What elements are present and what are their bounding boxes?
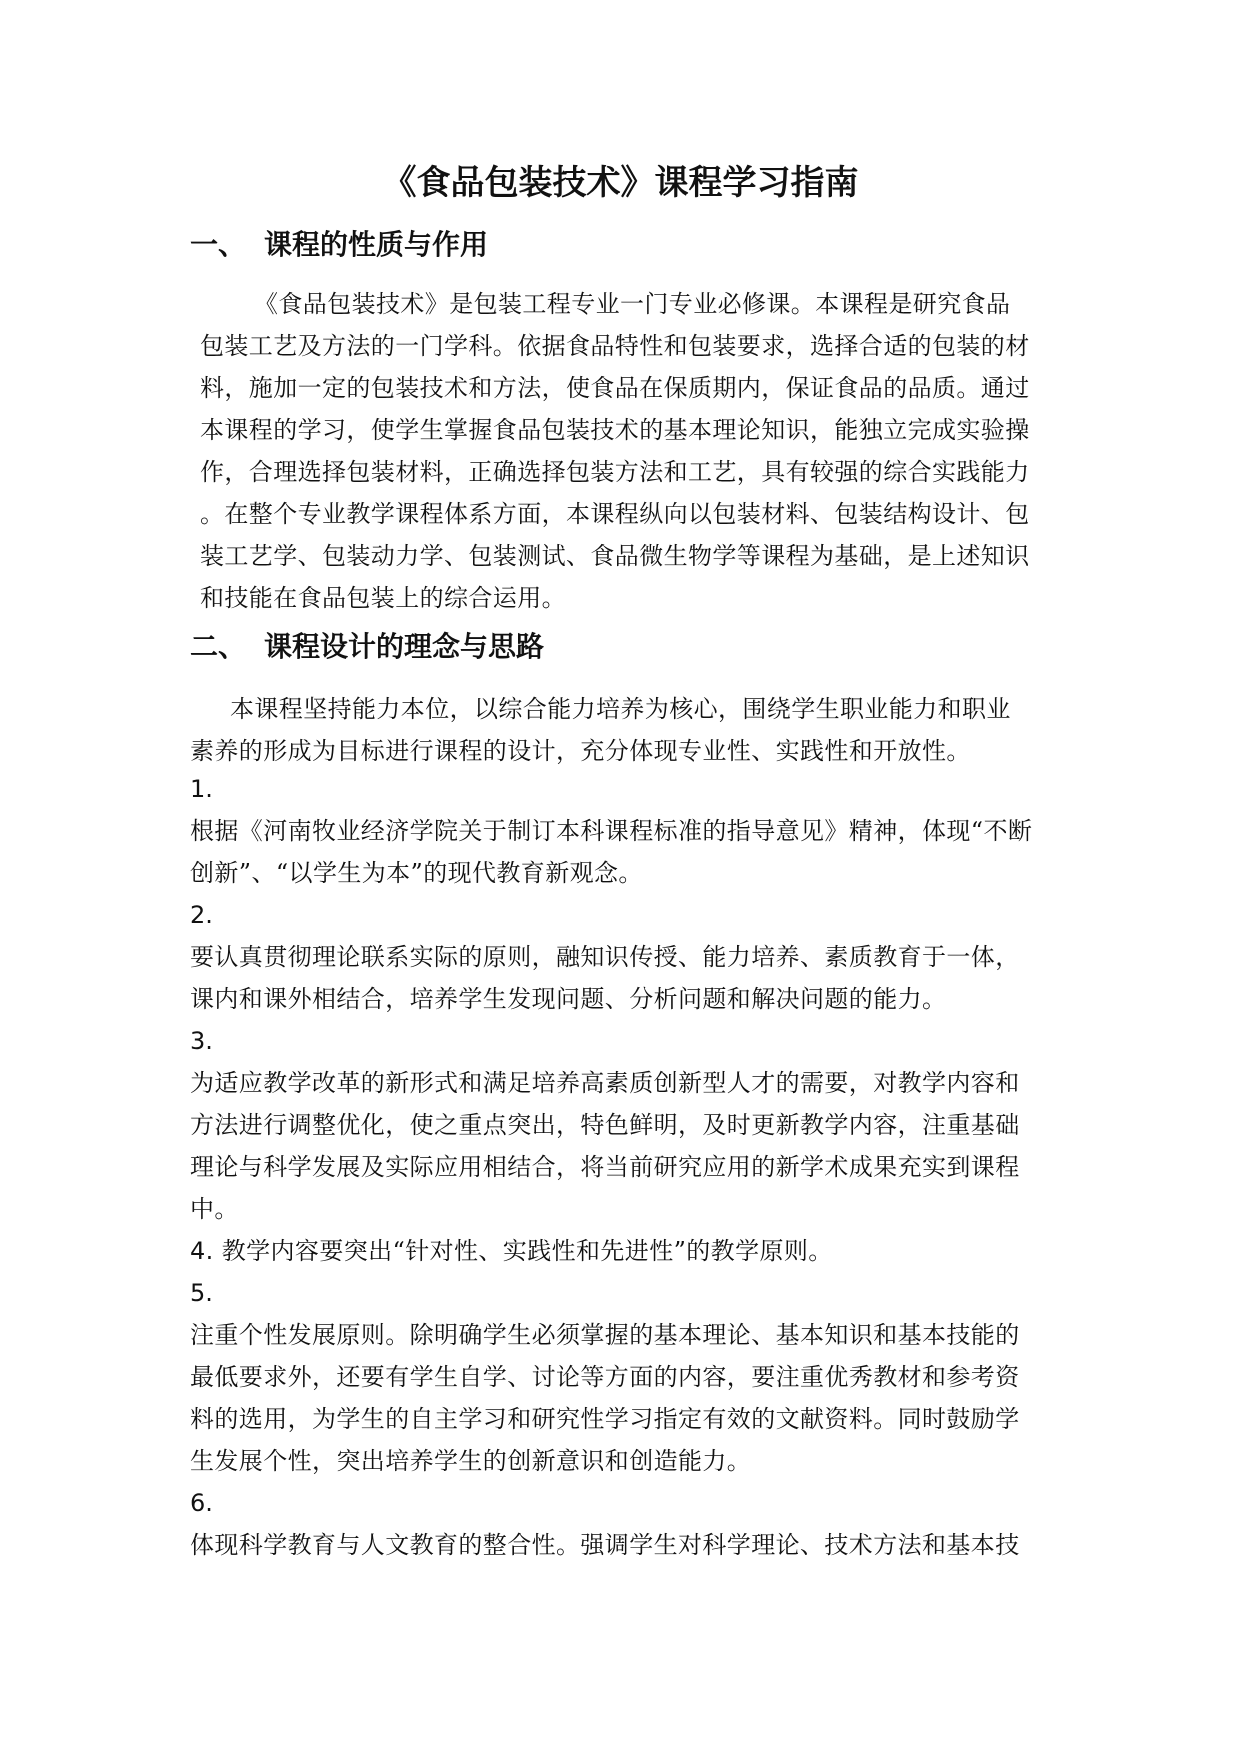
list-item-line: 课内和课外相结合，培养学生发现问题、分析问题和解决问题的能力。 [190,985,947,1013]
list-item-number: 4. [190,1237,214,1265]
list-item-line: 创新”、“以学生为本”的现代教育新观念。 [190,859,643,887]
list-item-number: 5. [190,1279,213,1307]
document-title: 《食品包装技术》课程学习指南 [382,163,859,203]
section-title: 课程的性质与作用 [264,228,489,261]
section-number: 二、 [190,630,247,663]
list-item [190,1230,1060,1272]
list-item-line: 料的选用，为学生的自主学习和研究性学习指定有效的文献资料。同时鼓励学 [190,1405,1020,1433]
list-item-number: 6. [190,1489,213,1517]
list-item [190,1482,1060,1566]
list-item [190,1020,1060,1230]
list-item [190,894,1060,1020]
list-item-line: 方法进行调整优化，使之重点突出，特色鲜明，及时更新教学内容，注重基础 [190,1111,1020,1139]
paragraph-line: 。在整个专业教学课程体系方面，本课程纵向以包装材料、包装结构设计、包 [200,500,1030,528]
section-number: 一、 [190,228,247,261]
list-item-line: 注重个性发展原则。除明确学生必须掌握的基本理论、基本知识和基本技能的 [190,1321,1020,1349]
paragraph-line: 素养的形成为目标进行课程的设计，充分体现专业性、实践性和开放性。 [190,737,971,765]
section-2-paragraph [190,688,1011,772]
list-item [190,768,1060,894]
section-1-paragraph [200,283,1030,619]
list-item-line [190,1230,1060,1272]
list-item-line: 为适应教学改革的新形式和满足培养高素质创新型人才的需要，对教学内容和 [190,1069,1020,1097]
section-heading-2 [190,625,544,669]
list-item-line: 中。 [190,1195,239,1223]
list-item-number: 1. [190,775,213,803]
list-item-number: 3. [190,1027,213,1055]
list-item [190,1272,1060,1482]
section-title: 课程设计的理念与思路 [264,630,545,663]
list-item-line: 最低要求外，还要有学生自学、讨论等方面的内容，要注重优秀教材和参考资 [190,1363,1020,1391]
paragraph-line: 和技能在食品包装上的综合运用。 [200,584,566,612]
list-item-line: 根据《河南牧业经济学院关于制订本科课程标准的指导意见》精神，体现“不断 [190,817,1033,845]
section-heading-1 [190,223,488,267]
paragraph-line: 作，合理选择包装材料，正确选择包装方法和工艺，具有较强的综合实践能力 [200,458,1030,486]
list-item-line: 体现科学教育与人文教育的整合性。强调学生对科学理论、技术方法和基本技 [190,1531,1020,1559]
list-item-line: 要认真贯彻理论联系实际的原则，融知识传授、能力培养、素质教育于一体， [190,943,1020,971]
paragraph-line: 装工艺学、包装动力学、包装测试、食品微生物学等课程为基础，是上述知识 [200,542,1030,570]
paragraph-line: 包装工艺及方法的一门学科。依据食品特性和包装要求，选择合适的包装的材 [200,332,1030,360]
list-item-line: 生发展个性，突出培养学生的创新意识和创造能力。 [190,1447,752,1475]
paragraph-line: 本课程的学习，使学生掌握食品包装技术的基本理论知识，能独立完成实验操 [200,416,1030,444]
list-item-number: 2. [190,901,213,929]
paragraph-line: 本课程坚持能力本位，以综合能力培养为核心，围绕学生职业能力和职业 [230,695,1011,723]
list-item-line: 理论与科学发展及实际应用相结合，将当前研究应用的新学术成果充实到课程 [190,1153,1020,1181]
paragraph-line: 料，施加一定的包装技术和方法，使食品在保质期内，保证食品的品质。通过 [200,374,1030,402]
paragraph-line: 《食品包装技术》是包装工程专业一门专业必修课。本课程是研究食品 [254,290,1011,318]
list-item-text: 教学内容要突出“针对性、实践性和先进性”的教学原则。 [221,1237,833,1265]
